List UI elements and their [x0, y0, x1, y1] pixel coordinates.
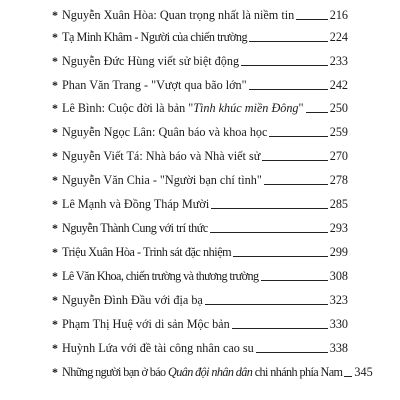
toc-entry[interactable] — [52, 141, 348, 163]
toc-bullet: * — [52, 30, 58, 44]
toc-entry[interactable] — [52, 333, 348, 355]
toc-title: Nguyễn Viết Tá: Nhà báo và Nhà viết sử — [62, 149, 261, 163]
toc-page-number: 299 — [329, 245, 348, 259]
toc-title: Nguyễn Ngọc Lân: Quân báo và khoa học — [62, 125, 268, 139]
toc-title: Huỳnh Lứa với đề tài công nhân cao su — [62, 341, 254, 355]
toc-title: Nguyễn Văn Chia - "Người bạn chí tình" — [62, 173, 262, 187]
toc-bullet: * — [52, 341, 58, 355]
toc-leader-line — [344, 376, 352, 377]
toc-leader-line — [306, 112, 328, 113]
toc-page-number: 270 — [329, 149, 348, 163]
toc-bullet: * — [52, 101, 58, 115]
toc-leader-line — [256, 352, 328, 353]
toc-leader-line — [249, 41, 328, 42]
toc-bullet: * — [52, 78, 58, 92]
toc-page-number: 259 — [329, 125, 348, 139]
toc-entry[interactable] — [52, 261, 348, 283]
toc-entry[interactable] — [52, 165, 348, 187]
toc-entry[interactable] — [52, 70, 348, 92]
toc-title: Những người bạn ở báo Quân đội nhân dân chi nhánh phía Nam — [62, 365, 343, 379]
toc-page-number: 285 — [329, 197, 348, 211]
toc-bullet: * — [52, 365, 58, 379]
toc-bullet: * — [52, 54, 58, 68]
toc-title: Lê Văn Khoa, chiến trường và thương trường — [62, 269, 259, 283]
toc-leader-line — [264, 184, 328, 185]
toc-page-number: 338 — [329, 341, 348, 355]
toc-entry[interactable] — [52, 46, 348, 68]
toc-leader-line — [210, 232, 328, 233]
toc-bullet: * — [52, 197, 58, 211]
toc-title: Triệu Xuân Hòa - Trinh sát đặc nhiệm — [62, 245, 232, 259]
toc-entry[interactable] — [52, 213, 348, 235]
toc-page-number: 216 — [329, 8, 348, 22]
toc-bullet: * — [52, 269, 58, 283]
toc-leader-line — [205, 304, 328, 305]
toc-leader-line — [241, 65, 328, 66]
toc-bullet: * — [52, 173, 58, 187]
toc-page-number: 345 — [354, 365, 373, 379]
toc-title: Lê Bình: Cuộc đời là bản "Tình khúc miền Đông" — [62, 101, 304, 115]
toc-entry[interactable] — [52, 22, 348, 44]
toc-title: Phan Văn Trang - "Vượt qua bão lớn" — [62, 78, 247, 92]
toc-title: Tạ Minh Khâm - Người của chiến trường — [62, 30, 248, 44]
toc-leader-line — [296, 19, 328, 20]
toc-leader-line — [249, 89, 328, 90]
toc-bullet: * — [52, 317, 58, 331]
toc-entry[interactable] — [52, 357, 373, 379]
toc-entry[interactable] — [52, 117, 348, 139]
toc-page-number: 224 — [329, 30, 348, 44]
toc-page-number: 293 — [329, 221, 348, 235]
toc-page-number: 330 — [329, 317, 348, 331]
toc-entry[interactable] — [52, 0, 348, 22]
toc-bullet: * — [52, 221, 58, 235]
toc-page-number: 323 — [329, 293, 348, 307]
toc-entry[interactable] — [52, 93, 348, 115]
toc-entry[interactable] — [52, 189, 348, 211]
toc-leader-line — [211, 208, 328, 209]
toc-title: Nguyễn Xuân Hòa: Quan trọng nhất là niềm tin — [62, 8, 295, 22]
toc-entry[interactable] — [52, 285, 348, 307]
toc-entry[interactable] — [52, 309, 348, 331]
toc-leader-line — [232, 328, 328, 329]
toc-bullet: * — [52, 8, 58, 22]
toc-leader-line — [269, 136, 327, 137]
toc-page-number: 242 — [329, 78, 348, 92]
toc-entry[interactable] — [52, 237, 348, 259]
toc-page-number: 233 — [329, 54, 348, 68]
toc-bullet: * — [52, 125, 58, 139]
toc-title: Nguyễn Thành Cung với trí thức — [62, 221, 208, 235]
toc-leader-line — [261, 280, 328, 281]
toc-title: Nguyễn Đình Đầu với địa bạ — [62, 293, 203, 307]
toc-bullet: * — [52, 293, 58, 307]
toc-leader-line — [262, 160, 327, 161]
toc-page-number: 308 — [329, 269, 348, 283]
toc-title: Phạm Thị Huệ với di sản Mộc bản — [62, 317, 230, 331]
toc-bullet: * — [52, 149, 58, 163]
toc-leader-line — [233, 256, 328, 257]
toc-title: Nguyễn Đức Hùng viết sử biệt động — [62, 54, 240, 68]
toc-page-number: 250 — [329, 101, 348, 115]
toc-bullet: * — [52, 245, 58, 259]
toc-page-number: 278 — [329, 173, 348, 187]
toc-title: Lê Mạnh và Đồng Tháp Mười — [62, 197, 210, 211]
